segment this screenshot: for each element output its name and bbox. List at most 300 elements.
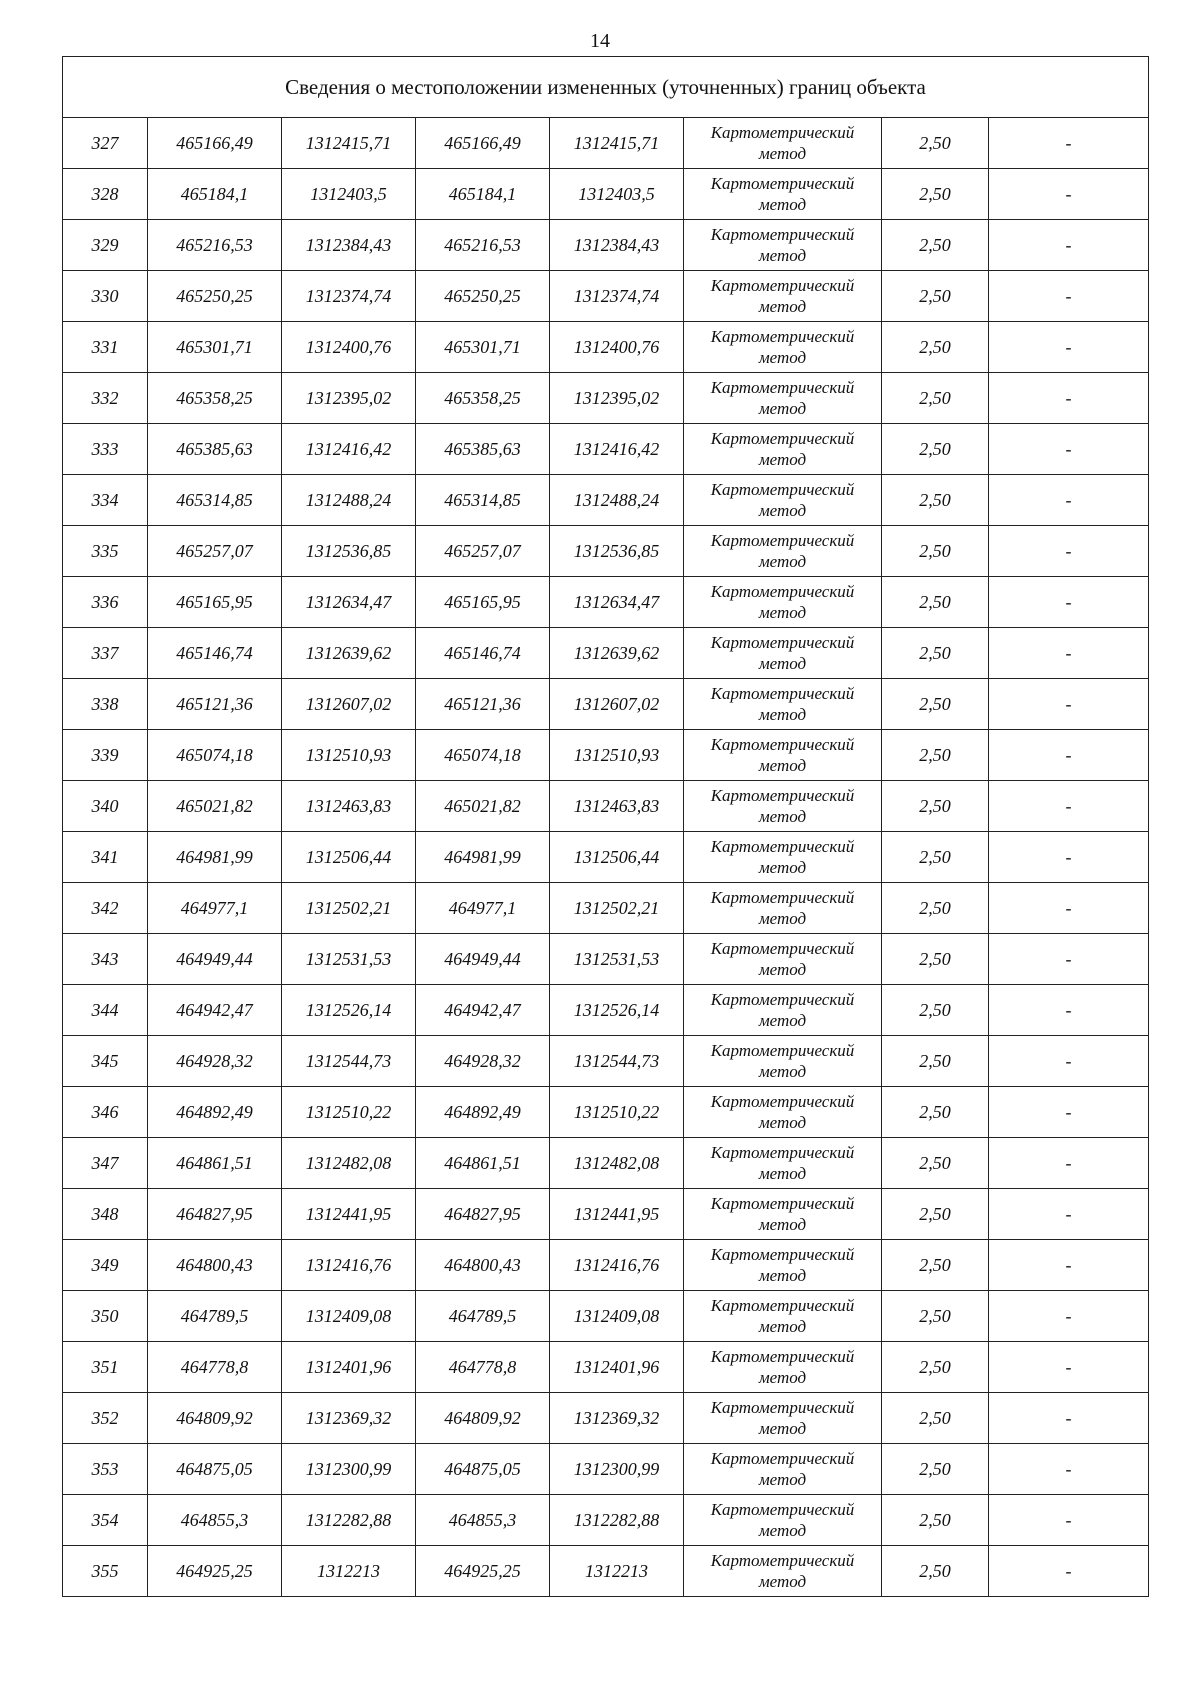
method-cell bbox=[684, 883, 882, 934]
method-cell bbox=[684, 832, 882, 883]
table-row bbox=[63, 1036, 1149, 1087]
table-row bbox=[63, 424, 1149, 475]
refined-x-cell: 465166,49 bbox=[416, 118, 550, 169]
existing-x-cell: 464809,92 bbox=[148, 1393, 282, 1444]
method-cell bbox=[684, 628, 882, 679]
refined-y-cell: 1312531,53 bbox=[550, 934, 684, 985]
refined-y-cell: 1312384,43 bbox=[550, 220, 684, 271]
method-line-2: метод bbox=[758, 450, 807, 469]
table-row bbox=[63, 322, 1149, 373]
table-row bbox=[63, 730, 1149, 781]
existing-y-cell: 1312369,32 bbox=[282, 1393, 416, 1444]
table-row bbox=[63, 1393, 1149, 1444]
existing-x-cell: 465257,07 bbox=[148, 526, 282, 577]
existing-x-cell: 464875,05 bbox=[148, 1444, 282, 1495]
existing-y-cell: 1312510,22 bbox=[282, 1087, 416, 1138]
table-row bbox=[63, 832, 1149, 883]
method-line-2: метод bbox=[758, 297, 807, 316]
method-line-2: метод bbox=[758, 603, 807, 622]
refined-x-cell: 465184,1 bbox=[416, 169, 550, 220]
table-row bbox=[63, 526, 1149, 577]
method-line-1: Картометрический bbox=[710, 1500, 855, 1519]
existing-y-cell: 1312634,47 bbox=[282, 577, 416, 628]
existing-y-cell: 1312463,83 bbox=[282, 781, 416, 832]
refined-x-cell: 464977,1 bbox=[416, 883, 550, 934]
method-line-1: Картометрический bbox=[710, 123, 855, 142]
refined-y-cell: 1312213 bbox=[550, 1546, 684, 1597]
refined-x-cell: 464892,49 bbox=[416, 1087, 550, 1138]
existing-y-cell: 1312300,99 bbox=[282, 1444, 416, 1495]
method-line-1: Картометрический bbox=[710, 327, 855, 346]
note-cell: - bbox=[989, 526, 1149, 577]
existing-y-cell: 1312510,93 bbox=[282, 730, 416, 781]
refined-y-cell: 1312510,93 bbox=[550, 730, 684, 781]
existing-x-cell: 464925,25 bbox=[148, 1546, 282, 1597]
table-row bbox=[63, 679, 1149, 730]
refined-y-cell: 1312403,5 bbox=[550, 169, 684, 220]
note-cell: - bbox=[989, 883, 1149, 934]
method-line-2: метод bbox=[758, 858, 807, 877]
accuracy-cell: 2,50 bbox=[882, 1546, 989, 1597]
method-line-1: Картометрический bbox=[710, 378, 855, 397]
method-line-2: метод bbox=[758, 1266, 807, 1285]
accuracy-cell: 2,50 bbox=[882, 985, 989, 1036]
method-line-2: метод bbox=[758, 1113, 807, 1132]
point-number-cell: 332 bbox=[63, 373, 148, 424]
method-line-1: Картометрический bbox=[710, 939, 855, 958]
method-line-1: Картометрический bbox=[710, 480, 855, 499]
existing-x-cell: 464949,44 bbox=[148, 934, 282, 985]
table-row bbox=[63, 220, 1149, 271]
method-cell bbox=[684, 679, 882, 730]
point-number-cell: 339 bbox=[63, 730, 148, 781]
method-line-1: Картометрический bbox=[710, 1398, 855, 1417]
refined-y-cell: 1312369,32 bbox=[550, 1393, 684, 1444]
table-row bbox=[63, 1291, 1149, 1342]
point-number-cell: 344 bbox=[63, 985, 148, 1036]
refined-x-cell: 464855,3 bbox=[416, 1495, 550, 1546]
refined-x-cell: 464981,99 bbox=[416, 832, 550, 883]
table-title: Сведения о местоположении измененных (уточненных) границ объекта bbox=[63, 57, 1149, 118]
existing-x-cell: 464977,1 bbox=[148, 883, 282, 934]
table-row bbox=[63, 1189, 1149, 1240]
note-cell: - bbox=[989, 628, 1149, 679]
method-line-1: Картометрический bbox=[710, 174, 855, 193]
existing-x-cell: 465121,36 bbox=[148, 679, 282, 730]
refined-y-cell: 1312536,85 bbox=[550, 526, 684, 577]
note-cell: - bbox=[989, 1495, 1149, 1546]
table-row bbox=[63, 1087, 1149, 1138]
point-number-cell: 349 bbox=[63, 1240, 148, 1291]
method-line-1: Картометрический bbox=[710, 990, 855, 1009]
note-cell: - bbox=[989, 1240, 1149, 1291]
point-number-cell: 340 bbox=[63, 781, 148, 832]
table-row bbox=[63, 1546, 1149, 1597]
existing-y-cell: 1312282,88 bbox=[282, 1495, 416, 1546]
refined-x-cell: 465301,71 bbox=[416, 322, 550, 373]
method-cell bbox=[684, 322, 882, 373]
existing-y-cell: 1312213 bbox=[282, 1546, 416, 1597]
refined-x-cell: 464861,51 bbox=[416, 1138, 550, 1189]
refined-x-cell: 465250,25 bbox=[416, 271, 550, 322]
table-row bbox=[63, 1495, 1149, 1546]
existing-y-cell: 1312441,95 bbox=[282, 1189, 416, 1240]
existing-y-cell: 1312416,42 bbox=[282, 424, 416, 475]
refined-x-cell: 464827,95 bbox=[416, 1189, 550, 1240]
note-cell: - bbox=[989, 1036, 1149, 1087]
method-line-2: метод bbox=[758, 1215, 807, 1234]
table-row bbox=[63, 169, 1149, 220]
point-number-cell: 335 bbox=[63, 526, 148, 577]
existing-x-cell: 464928,32 bbox=[148, 1036, 282, 1087]
accuracy-cell: 2,50 bbox=[882, 1087, 989, 1138]
existing-y-cell: 1312607,02 bbox=[282, 679, 416, 730]
accuracy-cell: 2,50 bbox=[882, 118, 989, 169]
method-line-1: Картометрический bbox=[710, 1551, 855, 1570]
method-line-2: метод bbox=[758, 399, 807, 418]
method-line-1: Картометрический bbox=[710, 786, 855, 805]
method-cell bbox=[684, 730, 882, 781]
note-cell: - bbox=[989, 730, 1149, 781]
method-cell bbox=[684, 475, 882, 526]
existing-y-cell: 1312502,21 bbox=[282, 883, 416, 934]
note-cell: - bbox=[989, 1444, 1149, 1495]
method-line-2: метод bbox=[758, 144, 807, 163]
method-line-2: метод bbox=[758, 1062, 807, 1081]
table-row bbox=[63, 883, 1149, 934]
method-cell bbox=[684, 373, 882, 424]
method-line-1: Картометрический bbox=[710, 735, 855, 754]
existing-x-cell: 464778,8 bbox=[148, 1342, 282, 1393]
accuracy-cell: 2,50 bbox=[882, 1240, 989, 1291]
refined-y-cell: 1312510,22 bbox=[550, 1087, 684, 1138]
existing-y-cell: 1312639,62 bbox=[282, 628, 416, 679]
method-line-2: метод bbox=[758, 807, 807, 826]
refined-x-cell: 464789,5 bbox=[416, 1291, 550, 1342]
method-cell bbox=[684, 1444, 882, 1495]
refined-y-cell: 1312416,42 bbox=[550, 424, 684, 475]
note-cell: - bbox=[989, 1138, 1149, 1189]
method-cell bbox=[684, 118, 882, 169]
accuracy-cell: 2,50 bbox=[882, 373, 989, 424]
point-number-cell: 327 bbox=[63, 118, 148, 169]
refined-x-cell: 464942,47 bbox=[416, 985, 550, 1036]
existing-x-cell: 464942,47 bbox=[148, 985, 282, 1036]
existing-x-cell: 465146,74 bbox=[148, 628, 282, 679]
method-line-1: Картометрический bbox=[710, 1092, 855, 1111]
method-line-2: метод bbox=[758, 705, 807, 724]
refined-y-cell: 1312416,76 bbox=[550, 1240, 684, 1291]
method-line-1: Картометрический bbox=[710, 531, 855, 550]
point-number-cell: 334 bbox=[63, 475, 148, 526]
existing-x-cell: 465021,82 bbox=[148, 781, 282, 832]
refined-y-cell: 1312395,02 bbox=[550, 373, 684, 424]
point-number-cell: 337 bbox=[63, 628, 148, 679]
existing-y-cell: 1312400,76 bbox=[282, 322, 416, 373]
method-line-2: метод bbox=[758, 246, 807, 265]
note-cell: - bbox=[989, 475, 1149, 526]
refined-y-cell: 1312401,96 bbox=[550, 1342, 684, 1393]
existing-x-cell: 465314,85 bbox=[148, 475, 282, 526]
refined-y-cell: 1312488,24 bbox=[550, 475, 684, 526]
refined-y-cell: 1312526,14 bbox=[550, 985, 684, 1036]
note-cell: - bbox=[989, 1087, 1149, 1138]
method-line-2: метод bbox=[758, 1317, 807, 1336]
existing-y-cell: 1312526,14 bbox=[282, 985, 416, 1036]
method-cell bbox=[684, 934, 882, 985]
point-number-cell: 353 bbox=[63, 1444, 148, 1495]
refined-x-cell: 465216,53 bbox=[416, 220, 550, 271]
method-line-2: метод bbox=[758, 1521, 807, 1540]
accuracy-cell: 2,50 bbox=[882, 169, 989, 220]
refined-x-cell: 465257,07 bbox=[416, 526, 550, 577]
refined-x-cell: 465385,63 bbox=[416, 424, 550, 475]
existing-y-cell: 1312416,76 bbox=[282, 1240, 416, 1291]
method-cell bbox=[684, 577, 882, 628]
point-number-cell: 346 bbox=[63, 1087, 148, 1138]
table-row bbox=[63, 475, 1149, 526]
method-cell bbox=[684, 169, 882, 220]
note-cell: - bbox=[989, 985, 1149, 1036]
refined-y-cell: 1312415,71 bbox=[550, 118, 684, 169]
refined-y-cell: 1312282,88 bbox=[550, 1495, 684, 1546]
note-cell: - bbox=[989, 832, 1149, 883]
existing-y-cell: 1312482,08 bbox=[282, 1138, 416, 1189]
existing-y-cell: 1312536,85 bbox=[282, 526, 416, 577]
point-number-cell: 331 bbox=[63, 322, 148, 373]
method-line-1: Картометрический bbox=[710, 1296, 855, 1315]
table-body bbox=[63, 57, 1149, 1597]
existing-y-cell: 1312506,44 bbox=[282, 832, 416, 883]
boundary-coordinates-table bbox=[62, 56, 1149, 1597]
refined-x-cell: 464778,8 bbox=[416, 1342, 550, 1393]
existing-x-cell: 465074,18 bbox=[148, 730, 282, 781]
refined-y-cell: 1312544,73 bbox=[550, 1036, 684, 1087]
refined-x-cell: 465021,82 bbox=[416, 781, 550, 832]
refined-y-cell: 1312506,44 bbox=[550, 832, 684, 883]
table-row bbox=[63, 271, 1149, 322]
method-line-2: метод bbox=[758, 195, 807, 214]
refined-x-cell: 465358,25 bbox=[416, 373, 550, 424]
accuracy-cell: 2,50 bbox=[882, 934, 989, 985]
accuracy-cell: 2,50 bbox=[882, 1495, 989, 1546]
method-cell bbox=[684, 1087, 882, 1138]
method-line-2: метод bbox=[758, 756, 807, 775]
note-cell: - bbox=[989, 373, 1149, 424]
point-number-cell: 333 bbox=[63, 424, 148, 475]
note-cell: - bbox=[989, 322, 1149, 373]
method-line-2: метод bbox=[758, 1164, 807, 1183]
point-number-cell: 328 bbox=[63, 169, 148, 220]
existing-x-cell: 465216,53 bbox=[148, 220, 282, 271]
existing-y-cell: 1312395,02 bbox=[282, 373, 416, 424]
method-cell bbox=[684, 1240, 882, 1291]
note-cell: - bbox=[989, 1393, 1149, 1444]
refined-x-cell: 465165,95 bbox=[416, 577, 550, 628]
table-row bbox=[63, 934, 1149, 985]
method-line-2: метод bbox=[758, 1419, 807, 1438]
method-cell bbox=[684, 1495, 882, 1546]
note-cell: - bbox=[989, 424, 1149, 475]
table-row bbox=[63, 1240, 1149, 1291]
existing-x-cell: 464861,51 bbox=[148, 1138, 282, 1189]
accuracy-cell: 2,50 bbox=[882, 730, 989, 781]
accuracy-cell: 2,50 bbox=[882, 526, 989, 577]
refined-y-cell: 1312639,62 bbox=[550, 628, 684, 679]
point-number-cell: 354 bbox=[63, 1495, 148, 1546]
existing-y-cell: 1312415,71 bbox=[282, 118, 416, 169]
method-line-2: метод bbox=[758, 1572, 807, 1591]
accuracy-cell: 2,50 bbox=[882, 271, 989, 322]
accuracy-cell: 2,50 bbox=[882, 679, 989, 730]
refined-x-cell: 465146,74 bbox=[416, 628, 550, 679]
method-cell bbox=[684, 424, 882, 475]
note-cell: - bbox=[989, 577, 1149, 628]
table-row bbox=[63, 628, 1149, 679]
existing-x-cell: 464827,95 bbox=[148, 1189, 282, 1240]
existing-x-cell: 465358,25 bbox=[148, 373, 282, 424]
point-number-cell: 347 bbox=[63, 1138, 148, 1189]
method-cell bbox=[684, 1138, 882, 1189]
refined-x-cell: 464875,05 bbox=[416, 1444, 550, 1495]
accuracy-cell: 2,50 bbox=[882, 628, 989, 679]
method-line-2: метод bbox=[758, 960, 807, 979]
point-number-cell: 329 bbox=[63, 220, 148, 271]
method-line-1: Картометрический bbox=[710, 1245, 855, 1264]
existing-x-cell: 464892,49 bbox=[148, 1087, 282, 1138]
method-line-1: Картометрический bbox=[710, 1449, 855, 1468]
refined-y-cell: 1312300,99 bbox=[550, 1444, 684, 1495]
point-number-cell: 350 bbox=[63, 1291, 148, 1342]
note-cell: - bbox=[989, 934, 1149, 985]
note-cell: - bbox=[989, 169, 1149, 220]
existing-x-cell: 465166,49 bbox=[148, 118, 282, 169]
existing-y-cell: 1312403,5 bbox=[282, 169, 416, 220]
refined-y-cell: 1312441,95 bbox=[550, 1189, 684, 1240]
point-number-cell: 348 bbox=[63, 1189, 148, 1240]
accuracy-cell: 2,50 bbox=[882, 1138, 989, 1189]
existing-x-cell: 464800,43 bbox=[148, 1240, 282, 1291]
existing-y-cell: 1312488,24 bbox=[282, 475, 416, 526]
existing-y-cell: 1312374,74 bbox=[282, 271, 416, 322]
method-line-2: метод bbox=[758, 654, 807, 673]
method-line-1: Картометрический bbox=[710, 633, 855, 652]
existing-x-cell: 465165,95 bbox=[148, 577, 282, 628]
point-number-cell: 345 bbox=[63, 1036, 148, 1087]
accuracy-cell: 2,50 bbox=[882, 832, 989, 883]
existing-y-cell: 1312401,96 bbox=[282, 1342, 416, 1393]
page-number: 14 bbox=[590, 30, 610, 52]
method-cell bbox=[684, 1189, 882, 1240]
point-number-cell: 343 bbox=[63, 934, 148, 985]
table-row bbox=[63, 1138, 1149, 1189]
accuracy-cell: 2,50 bbox=[882, 220, 989, 271]
method-cell bbox=[684, 1036, 882, 1087]
refined-y-cell: 1312502,21 bbox=[550, 883, 684, 934]
refined-x-cell: 464809,92 bbox=[416, 1393, 550, 1444]
existing-x-cell: 465250,25 bbox=[148, 271, 282, 322]
note-cell: - bbox=[989, 1189, 1149, 1240]
refined-y-cell: 1312607,02 bbox=[550, 679, 684, 730]
method-cell bbox=[684, 1546, 882, 1597]
refined-x-cell: 465121,36 bbox=[416, 679, 550, 730]
method-cell bbox=[684, 1393, 882, 1444]
method-line-1: Картометрический bbox=[710, 837, 855, 856]
accuracy-cell: 2,50 bbox=[882, 781, 989, 832]
refined-x-cell: 464928,32 bbox=[416, 1036, 550, 1087]
method-cell bbox=[684, 220, 882, 271]
method-cell bbox=[684, 985, 882, 1036]
point-number-cell: 351 bbox=[63, 1342, 148, 1393]
refined-x-cell: 465074,18 bbox=[416, 730, 550, 781]
existing-y-cell: 1312531,53 bbox=[282, 934, 416, 985]
method-line-1: Картометрический bbox=[710, 276, 855, 295]
method-cell bbox=[684, 781, 882, 832]
method-line-1: Картометрический bbox=[710, 429, 855, 448]
existing-x-cell: 464789,5 bbox=[148, 1291, 282, 1342]
existing-x-cell: 464981,99 bbox=[148, 832, 282, 883]
method-line-1: Картометрический bbox=[710, 1347, 855, 1366]
point-number-cell: 355 bbox=[63, 1546, 148, 1597]
method-line-1: Картометрический bbox=[710, 1143, 855, 1162]
note-cell: - bbox=[989, 1546, 1149, 1597]
point-number-cell: 341 bbox=[63, 832, 148, 883]
method-line-1: Картометрический bbox=[710, 1041, 855, 1060]
table-title-row bbox=[63, 57, 1149, 118]
note-cell: - bbox=[989, 1342, 1149, 1393]
method-line-2: метод bbox=[758, 348, 807, 367]
refined-x-cell: 465314,85 bbox=[416, 475, 550, 526]
point-number-cell: 336 bbox=[63, 577, 148, 628]
accuracy-cell: 2,50 bbox=[882, 883, 989, 934]
note-cell: - bbox=[989, 271, 1149, 322]
method-line-1: Картометрический bbox=[710, 225, 855, 244]
refined-y-cell: 1312400,76 bbox=[550, 322, 684, 373]
refined-x-cell: 464800,43 bbox=[416, 1240, 550, 1291]
table-row bbox=[63, 781, 1149, 832]
method-line-2: метод bbox=[758, 909, 807, 928]
note-cell: - bbox=[989, 220, 1149, 271]
refined-y-cell: 1312634,47 bbox=[550, 577, 684, 628]
table-row bbox=[63, 1444, 1149, 1495]
table-row bbox=[63, 373, 1149, 424]
existing-x-cell: 465385,63 bbox=[148, 424, 282, 475]
refined-y-cell: 1312409,08 bbox=[550, 1291, 684, 1342]
point-number-cell: 338 bbox=[63, 679, 148, 730]
existing-y-cell: 1312384,43 bbox=[282, 220, 416, 271]
existing-x-cell: 465184,1 bbox=[148, 169, 282, 220]
method-line-2: метод bbox=[758, 1470, 807, 1489]
accuracy-cell: 2,50 bbox=[882, 1393, 989, 1444]
table-row bbox=[63, 577, 1149, 628]
accuracy-cell: 2,50 bbox=[882, 1291, 989, 1342]
method-cell bbox=[684, 271, 882, 322]
method-line-2: метод bbox=[758, 1368, 807, 1387]
accuracy-cell: 2,50 bbox=[882, 1342, 989, 1393]
method-line-1: Картометрический bbox=[710, 1194, 855, 1213]
accuracy-cell: 2,50 bbox=[882, 475, 989, 526]
refined-y-cell: 1312374,74 bbox=[550, 271, 684, 322]
existing-y-cell: 1312544,73 bbox=[282, 1036, 416, 1087]
refined-y-cell: 1312463,83 bbox=[550, 781, 684, 832]
point-number-cell: 342 bbox=[63, 883, 148, 934]
existing-y-cell: 1312409,08 bbox=[282, 1291, 416, 1342]
method-line-1: Картометрический bbox=[710, 684, 855, 703]
accuracy-cell: 2,50 bbox=[882, 424, 989, 475]
point-number-cell: 330 bbox=[63, 271, 148, 322]
method-cell bbox=[684, 1291, 882, 1342]
accuracy-cell: 2,50 bbox=[882, 322, 989, 373]
